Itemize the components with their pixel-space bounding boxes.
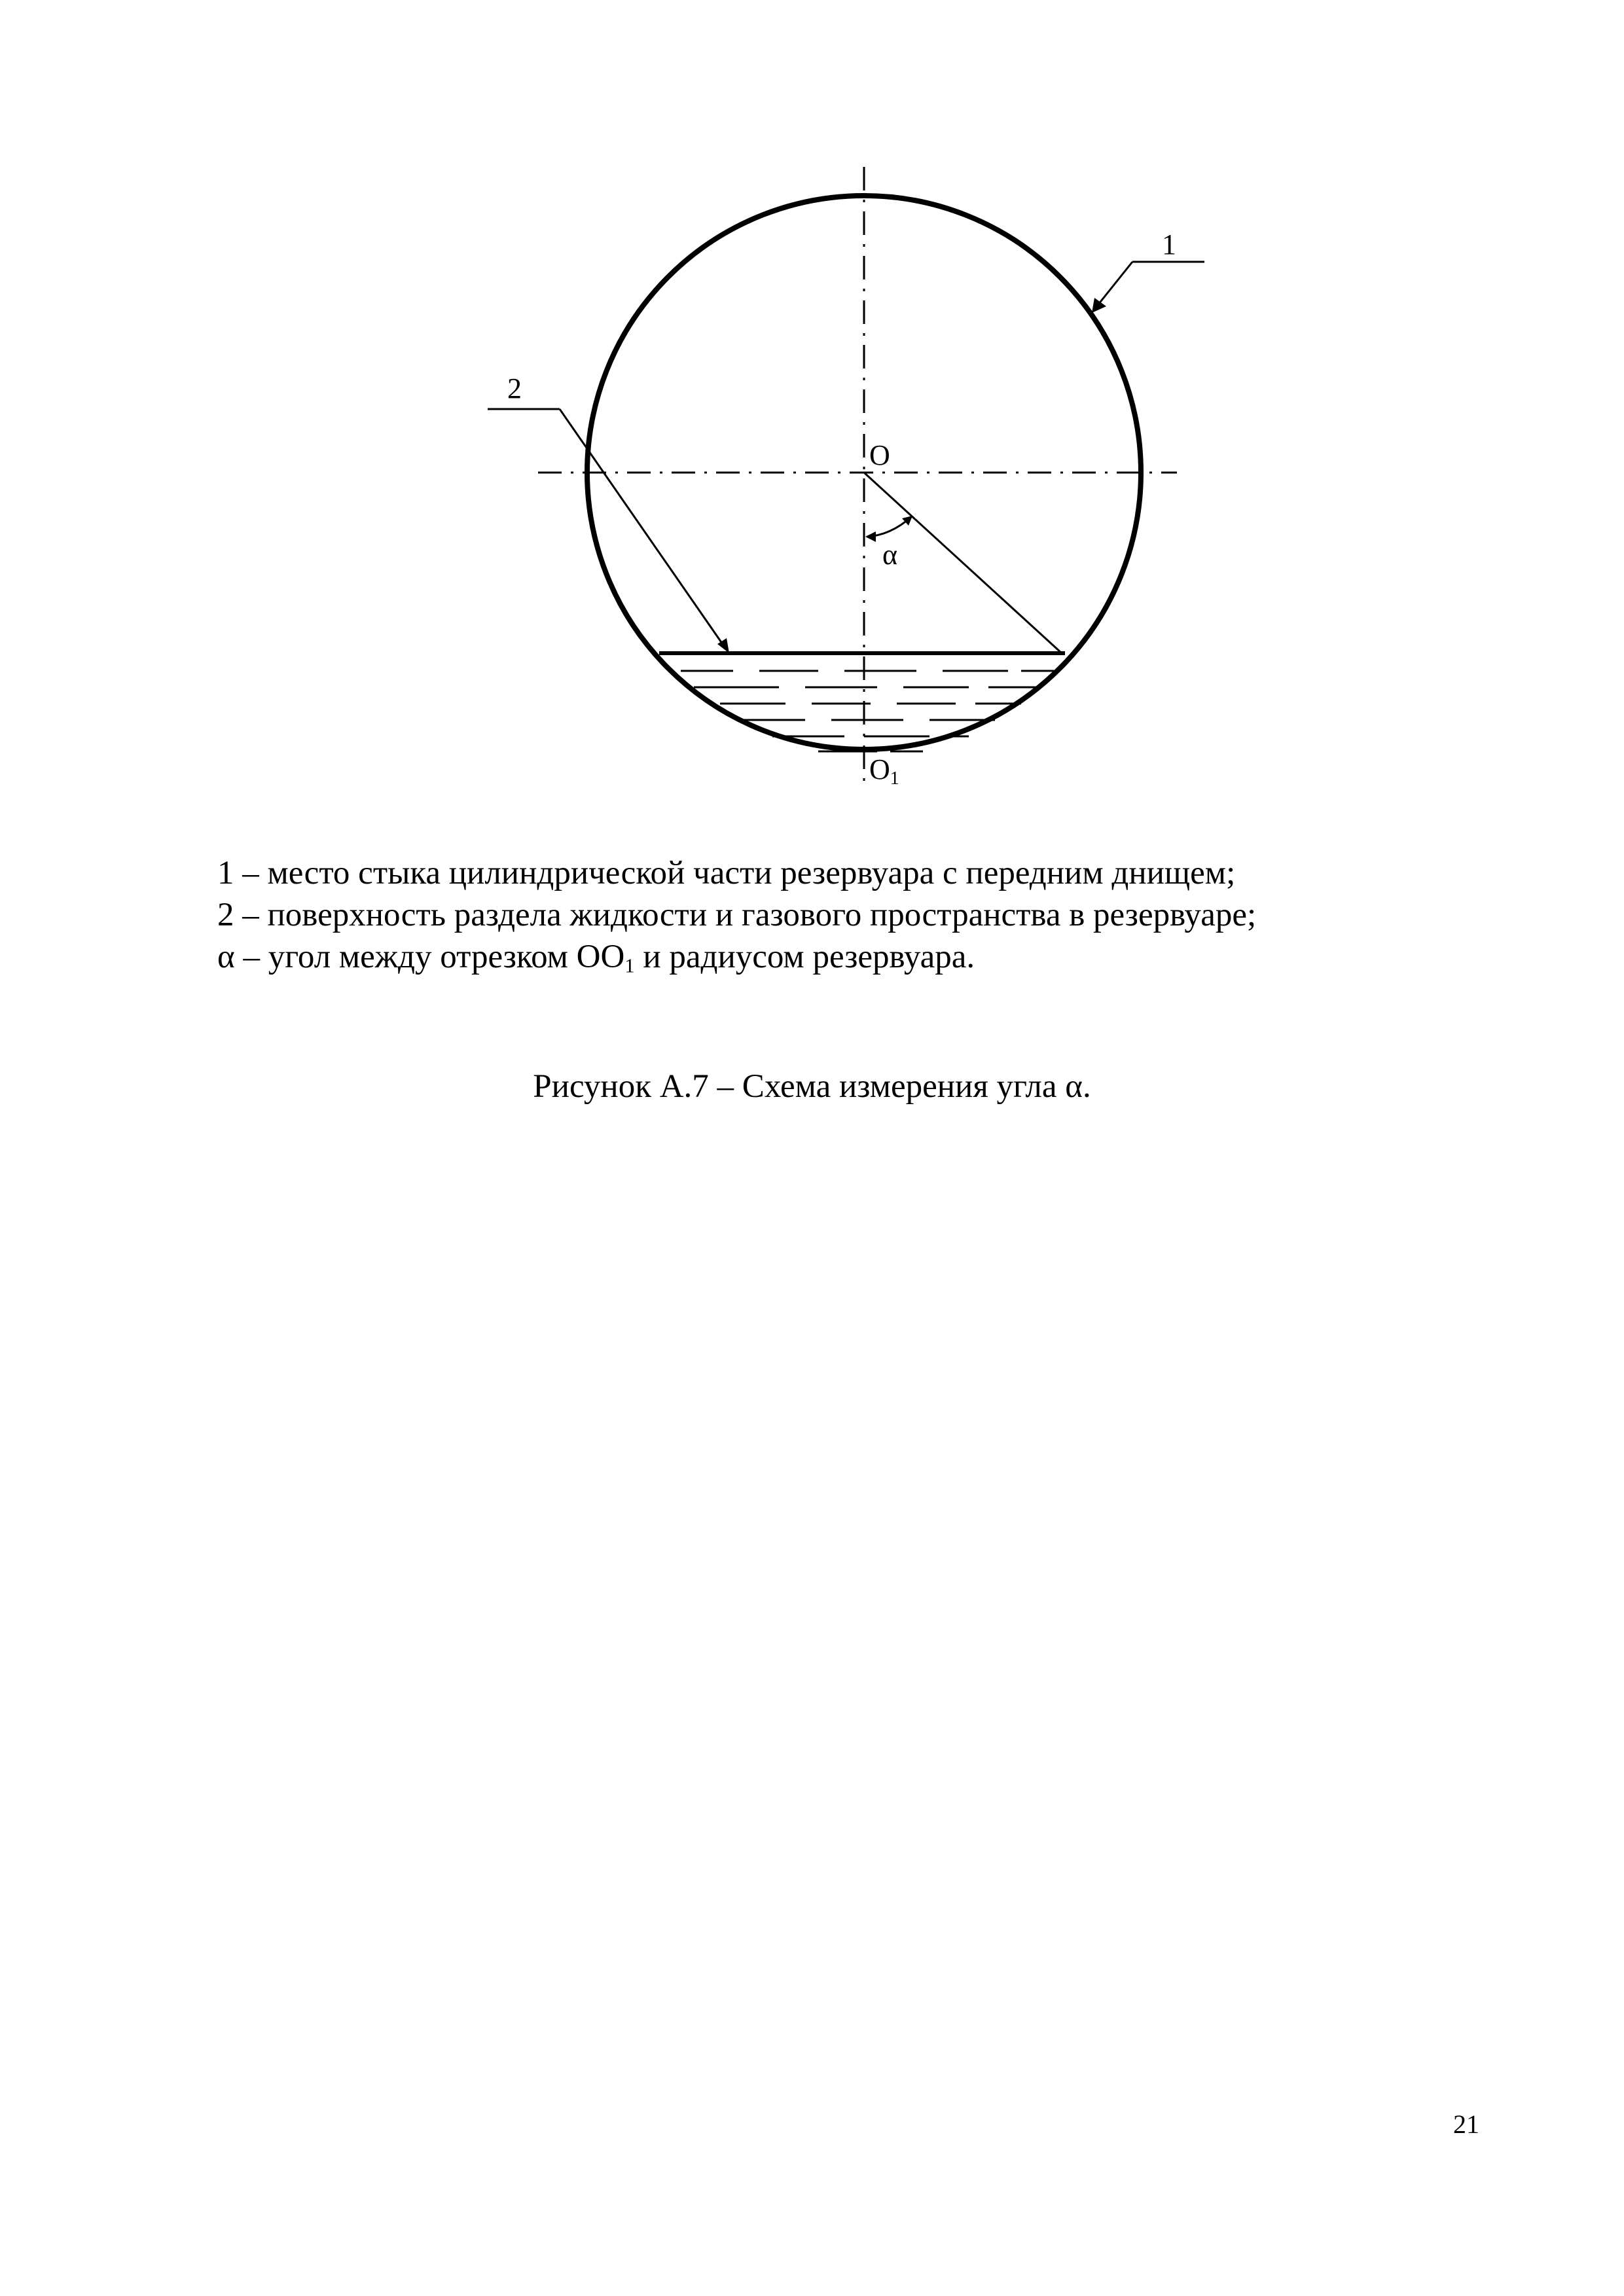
legend-item-1: 1 – место стыка цилиндрической части резервуара с передним днищем; <box>217 855 1236 891</box>
angle-arrowhead-left <box>865 531 876 542</box>
legend-item-alpha <box>217 936 1448 987</box>
point-o-label: O <box>869 439 890 471</box>
legend-alpha-prefix: α – угол между отрезком OO <box>217 939 625 975</box>
legend-item-2: 2 – поверхность раздела жидкости и газового пространства в резервуаре; <box>217 897 1257 933</box>
figure-legend <box>217 852 1448 987</box>
angle-alpha-label: α <box>882 539 898 571</box>
callout-1-arrowhead <box>1092 298 1106 313</box>
tank-cross-section-diagram <box>0 0 1624 851</box>
callout-1-label: 1 <box>1162 228 1176 260</box>
liquid-hatching <box>681 671 1054 751</box>
callout-2-leader <box>560 409 725 648</box>
figure-caption: Рисунок А.7 – Схема измерения угла α. <box>533 1068 1091 1105</box>
page-number: 21 <box>1453 2109 1479 2139</box>
callout-1-leader <box>1098 262 1132 304</box>
point-o1-label: O1 <box>869 753 899 789</box>
legend-alpha-subscript: 1 <box>624 954 635 977</box>
legend-alpha-suffix: и радиусом резервуара. <box>634 939 975 975</box>
callout-2-label: 2 <box>507 372 522 404</box>
